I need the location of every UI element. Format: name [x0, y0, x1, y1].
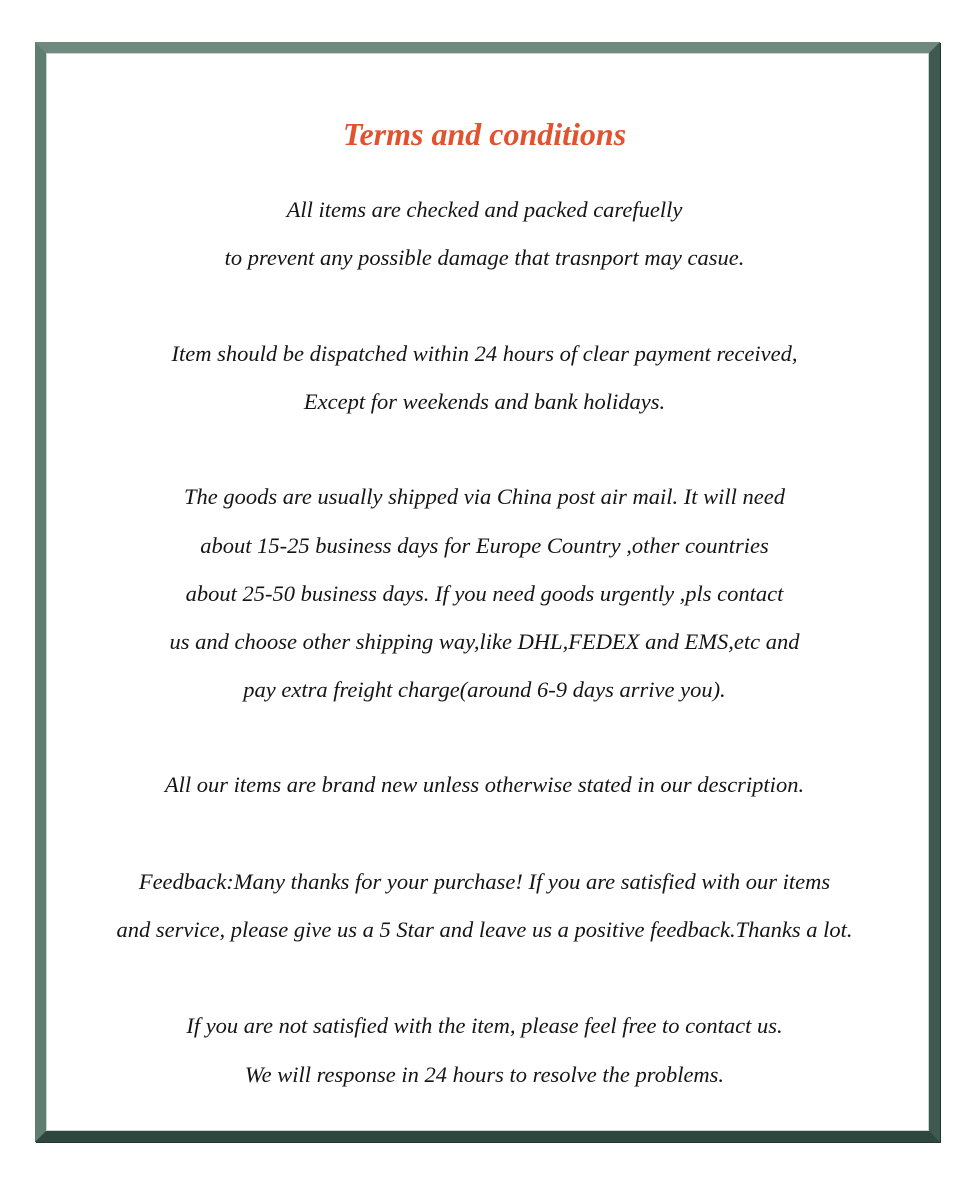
paragraph-3-line-2: about 15-25 business days for Europe Country ,other countries: [200, 533, 769, 558]
paragraph-2-line-2: Except for weekends and bank holidays.: [303, 389, 666, 414]
paragraph-3-line-3: about 25-50 business days. If you need goods urgently ,pls contact: [185, 581, 784, 606]
page-title: Terms and conditions: [342, 116, 627, 152]
paragraph-5-line-1: Feedback:Many thanks for your purchase! If you are satisfied with our items: [138, 869, 831, 894]
paragraph-6-line-1: If you are not satisfied with the item, please feel free to contact us.: [186, 1013, 783, 1038]
paragraph-3-line-4: us and choose other shipping way,like DHL,FEDEX and EMS,etc and: [169, 629, 800, 654]
paragraph-2-line-1: Item should be dispatched within 24 hours of clear payment received,: [171, 341, 798, 366]
paragraph-1-line-2: to prevent any possible damage that trasnport may casue.: [224, 245, 745, 270]
paragraph-1-line-1: All items are checked and packed carefuelly: [286, 197, 683, 222]
paragraph-6-line-2: We will response in 24 hours to resolve the problems.: [244, 1062, 725, 1087]
paragraph-5-line-2: and service, please give us a 5 Star and leave us a positive feedback.Thanks a lot.: [116, 917, 853, 942]
paragraph-3-line-5: pay extra freight charge(around 6-9 days arrive you).: [243, 677, 726, 702]
paragraph-4-line-1: All our items are brand new unless otherwise stated in our description.: [164, 772, 805, 797]
paragraph-3-line-1: The goods are usually shipped via China post air mail. It will need: [183, 484, 786, 509]
